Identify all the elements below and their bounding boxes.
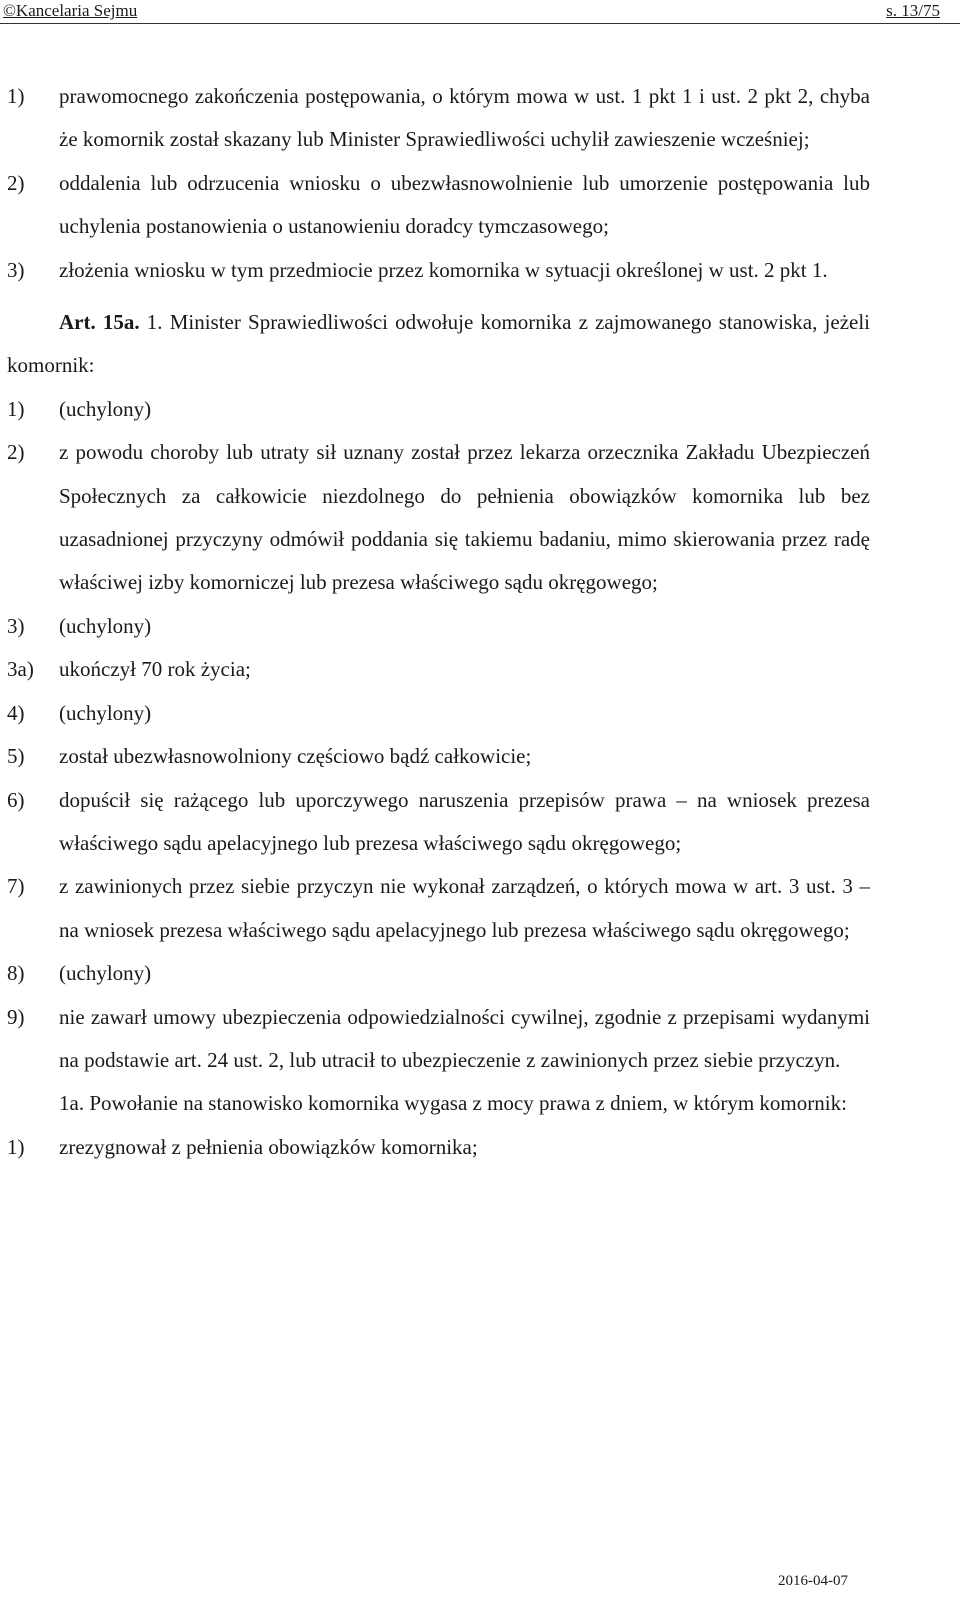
article-text: 1. Minister Sprawiedliwości odwołuje komornika z zajmowanego stanowiska, jeżeli komornik: xyxy=(7,310,870,378)
list-item xyxy=(7,952,870,995)
list-item xyxy=(7,75,870,162)
item-number: 7) xyxy=(7,874,25,899)
list-b xyxy=(7,388,870,1083)
item-text: nie zawarł umowy ubezpieczenia odpowiedzialności cywilnej, zgodnie z przepisami wydanymi na podstawie art. 24 ust. 2, lub utracił to ubezpieczenie z zawinionych przez siebie przyczyn. xyxy=(59,1004,870,1072)
list-item xyxy=(7,605,870,648)
item-number: 2) xyxy=(7,440,25,465)
page-header xyxy=(0,0,960,24)
item-text: (uchylony) xyxy=(59,396,152,421)
item-text: z zawinionych przez siebie przyczyn nie wykonał zarządzeń, o których mowa w art. 3 ust. 3 – na wniosek prezesa właściwego sądu apelacyjnego lub prezesa właściwego sądu okręgowego; xyxy=(59,874,870,942)
list-item xyxy=(7,388,870,431)
list-c xyxy=(7,1126,870,1169)
item-text: dopuścił się rażącego lub uporczywego naruszenia przepisów prawa – na wniosek prezesa właściwego sądu apelacyjnego lub prezesa właściwego sądu okręgowego; xyxy=(59,787,870,855)
item-number: 6) xyxy=(7,787,25,812)
list-item xyxy=(7,431,870,605)
item-number: 2) xyxy=(7,170,25,195)
item-text: został ubezwłasnowolniony częściowo bądź całkowicie; xyxy=(59,744,532,769)
item-number: 3a) xyxy=(7,657,34,682)
item-number: 1) xyxy=(7,1134,25,1159)
list-item xyxy=(7,779,870,866)
list-item xyxy=(7,648,870,691)
document-body xyxy=(7,75,870,1169)
item-text: ukończył 70 rok życia; xyxy=(59,657,251,682)
item-number: 4) xyxy=(7,700,25,725)
item-text: oddalenia lub odrzucenia wniosku o ubezwłasnowolnienie lub umorzenie postępowania lub uchylenia postanowienia o ustanowieniu doradcy tymczasowego; xyxy=(59,170,870,239)
item-text: złożenia wniosku w tym przedmiocie przez komornika w sytuacji określonej w ust. 2 pkt 1. xyxy=(59,257,828,282)
item-text: (uchylony) xyxy=(59,961,152,986)
publisher-link[interactable]: ©Kancelaria Sejmu xyxy=(3,1,138,20)
list-item xyxy=(7,996,870,1083)
item-text: (uchylony) xyxy=(59,613,152,638)
list-item xyxy=(7,692,870,735)
list-item xyxy=(7,735,870,778)
page-number-link[interactable]: s. 13/75 xyxy=(886,1,940,20)
article-15a-paragraph xyxy=(7,301,870,388)
item-number: 3) xyxy=(7,257,25,282)
item-text: zrezygnował z pełnienia obowiązków komornika; xyxy=(59,1134,478,1159)
list-item xyxy=(7,1126,870,1169)
article-label: Art. 15a. xyxy=(59,310,140,335)
list-item xyxy=(7,249,870,292)
paragraph-1a: 1a. Powołanie na stanowisko komornika wygasa z mocy prawa z dniem, w którym komornik: xyxy=(59,1091,847,1116)
item-text: prawomocnego zakończenia postępowania, o którym mowa w ust. 1 pkt 1 i ust. 2 pkt 2, chyba że komornik został skazany lub Minister Sprawiedliwości uchylił zawieszenie wcześniej; xyxy=(59,84,870,152)
item-number: 5) xyxy=(7,744,25,769)
item-number: 1) xyxy=(7,396,25,421)
list-a xyxy=(7,75,870,292)
item-number: 9) xyxy=(7,1004,25,1029)
item-text: z powodu choroby lub utraty sił uznany został przez lekarza orzecznika Zakładu Ubezpieczeń Społecznych za całkowicie niezdolnego do pełnienia obowiązków komornika lub bez uzasadnionej przyczyny odmówił poddania się takiemu badaniu, mimo skierowania przez radę właściwej izby komorniczej lub prezesa właściwego sądu okręgowego; xyxy=(59,440,870,595)
item-number: 1) xyxy=(7,84,25,108)
item-number: 3) xyxy=(7,613,25,638)
list-item xyxy=(7,865,870,952)
item-number: 8) xyxy=(7,961,25,986)
list-item xyxy=(7,162,870,249)
footer-date: 2016-04-07 xyxy=(778,1573,848,1589)
item-text: (uchylony) xyxy=(59,700,152,725)
